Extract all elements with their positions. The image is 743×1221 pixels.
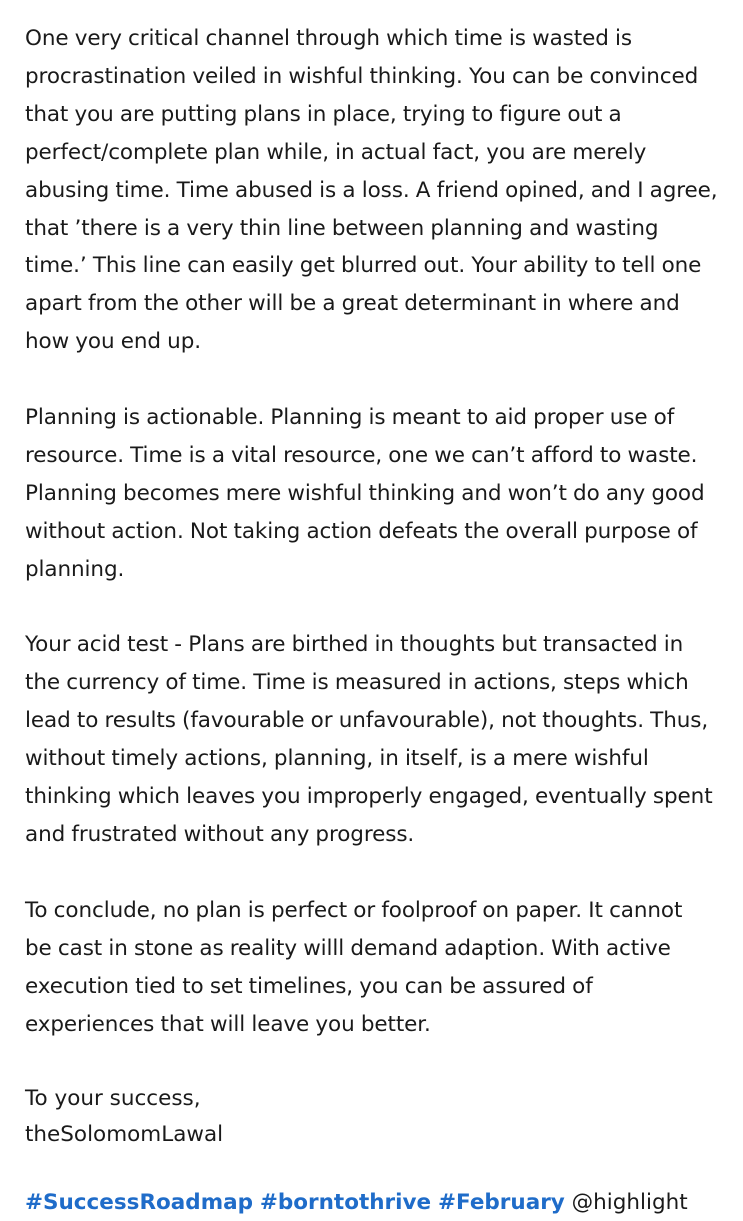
document-body (25, 20, 725, 1221)
paragraph-line: Planning becomes mere wishful thinking and won’t do any good (25, 480, 705, 506)
paragraph-line: be cast in stone as reality willl demand adaption. With active (25, 935, 671, 961)
paragraph-line: Planning is actionable. Planning is meant to aid proper use of (25, 405, 675, 431)
paragraph-line: without timely actions, planning, in itself, is a mere wishful (25, 746, 649, 772)
paragraph-3 (25, 626, 725, 853)
hashtag-link[interactable]: #borntothrive (259, 1190, 432, 1216)
signoff-closing: To your success, (25, 1086, 201, 1112)
paragraph-line: without action. Not taking action defeats the overall purpose of (25, 518, 698, 544)
signoff (25, 1081, 725, 1153)
tag-line (25, 1185, 725, 1221)
paragraph-line: abusing time. Time abused is a loss. A friend opined, and I agree, (25, 177, 718, 203)
paragraph-line: that ’there is a very thin line between planning and wasting (25, 215, 659, 241)
hashtag-link[interactable]: #SuccessRoadmap (25, 1190, 253, 1216)
paragraph-spacer (25, 589, 725, 627)
mention-text: @highlight (571, 1190, 688, 1216)
paragraph-spacer (25, 361, 725, 399)
paragraph-spacer (25, 1043, 725, 1081)
author-name: theSolomomLawal (25, 1122, 224, 1148)
paragraph-line: the currency of time. Time is measured in actions, steps which (25, 670, 689, 696)
paragraph-4 (25, 892, 725, 1044)
paragraph-1 (25, 20, 725, 361)
paragraph-line: experiences that will leave you better. (25, 1011, 431, 1037)
hashtag-link[interactable]: #February (437, 1190, 565, 1216)
paragraph-line: resource. Time is a vital resource, one we can’t afford to waste. (25, 442, 698, 468)
paragraph-line: execution tied to set timelines, you can be assured of (25, 973, 593, 999)
paragraph-spacer (25, 854, 725, 892)
paragraph-line: To conclude, no plan is perfect or foolproof on paper. It cannot (25, 897, 683, 923)
paragraph-line: procrastination veiled in wishful thinking. You can be convinced (25, 63, 699, 89)
paragraph-line: apart from the other will be a great determinant in where and (25, 291, 680, 317)
paragraph-line: lead to results (favourable or unfavourable), not thoughts. Thus, (25, 708, 709, 734)
paragraph-line: One very critical channel through which time is wasted is (25, 26, 632, 51)
paragraph-line: thinking which leaves you improperly engaged, eventually spent (25, 784, 713, 810)
paragraph-line: that you are putting plans in place, trying to figure out a (25, 101, 622, 127)
paragraph-line: planning. (25, 556, 125, 582)
paragraph-line: and frustrated without any progress. (25, 822, 415, 847)
paragraph-line: perfect/complete plan while, in actual fact, you are merely (25, 139, 647, 165)
paragraph-2 (25, 399, 725, 589)
paragraph-line: Your acid test - Plans are birthed in thoughts but transacted in (25, 632, 684, 658)
paragraph-line: time.’ This line can easily get blurred out. Your ability to tell one (25, 253, 702, 279)
paragraph-line: how you end up. (25, 329, 201, 355)
